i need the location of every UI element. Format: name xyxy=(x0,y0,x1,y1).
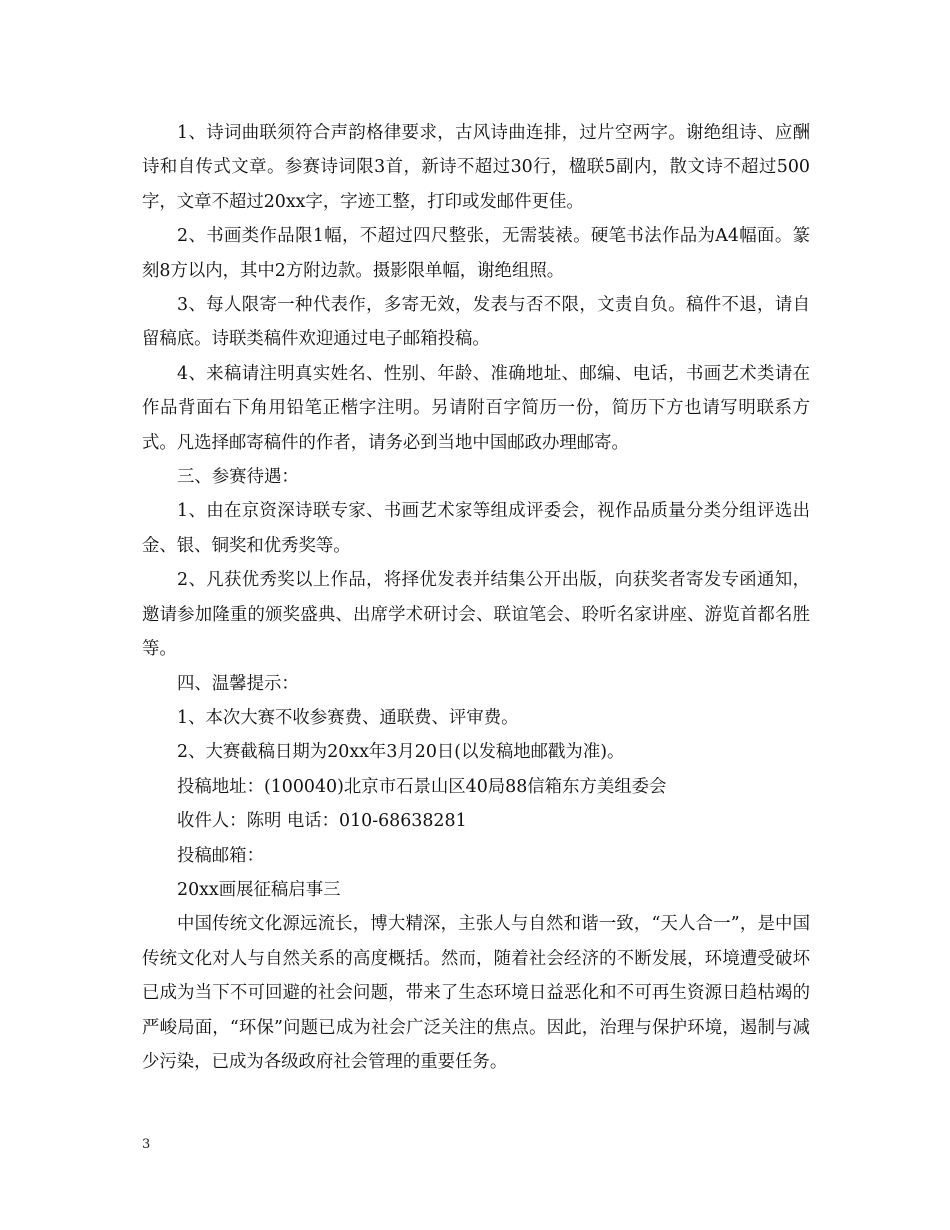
section-heading-benefits: 三、参赛待遇： xyxy=(177,467,299,488)
paragraph-poetry-rules: 1、诗词曲联须符合声韵格律要求，古风诗曲连排，过片空两字。谢绝组诗、应酬诗和自传式文章。参赛诗词限3首，新诗不超过30行，楹联5副内，散文诗不超过500字，文章不超过20xx字，字迹工整，打印或发邮件更佳。 xyxy=(142,123,810,212)
paragraph-contact: 收件人：陈明 电话：010-68638281 xyxy=(177,811,467,832)
paragraph-culture-environment: 中国传统文化源远流长，博大精深，主张人与自然和谐一致，“天人合一”，是中国传统文化对人与自然关系的高度概括。然而，随着社会经济的不断发展，环境遭受破坏已成为当下不可回避的社会问题，带来了生态环境日益恶化和不可再生资源日趋枯竭的严峻局面，“环保”问题已成为社会广泛关注的焦点。因此，治理与保护环境，遏制与减少污染，已成为各级政府社会管理的重要任务。 xyxy=(142,914,810,1072)
paragraph-submission-limit: 3、每人限寄一种代表作，多寄无效，发表与否不限，文责自负。稿件不退，请自留稿底。诗联类稿件欢迎通过电子邮箱投稿。 xyxy=(142,295,810,350)
paragraph-deadline: 2、大赛截稿日期为20xx年3月20日(以发稿地邮戳为准)。 xyxy=(177,742,625,763)
section-heading-tips: 四、温馨提示： xyxy=(177,673,299,694)
page-number: 3 xyxy=(142,1137,151,1152)
paragraph-author-info: 4、来稿请注明真实姓名、性别、年龄、准确地址、邮编、电话，书画艺术类请在作品背面右下角用铅笔正楷字注明。另请附百字简历一份，简历下方也请写明联系方式。凡选择邮寄稿件的作者，请务必到当地中国邮政办理邮寄。 xyxy=(142,363,810,453)
paragraph-publication: 2、凡获优秀奖以上作品，将择优发表并结集公开出版，向获奖者寄发专函通知，邀请参加隆重的颁奖盛典、出席学术研讨会、联谊笔会、聆听名家讲座、游览首都名胜等。 xyxy=(142,570,810,660)
paragraph-address: 投稿地址：(100040)北京市石景山区40局88信箱东方美组委会 xyxy=(177,776,667,797)
paragraph-email: 投稿邮箱： xyxy=(177,845,264,866)
section-title-exhibition: 20xx画展征稿启事三 xyxy=(177,879,341,900)
paragraph-judging-committee: 1、由在京资深诗联专家、书画艺术家等组成评委会，视作品质量分类分组评选出金、银、铜奖和优秀奖等。 xyxy=(142,501,810,556)
document-body xyxy=(142,116,810,1079)
paragraph-no-fees: 1、本次大赛不收参赛费、通联费、评审费。 xyxy=(177,707,519,728)
paragraph-calligraphy-rules: 2、书画类作品限1幅，不超过四尺整张，无需装裱。硬笔书法作品为A4幅面。篆刻8方以内，其中2方附边款。摄影限单幅，谢绝组照。 xyxy=(142,226,810,281)
